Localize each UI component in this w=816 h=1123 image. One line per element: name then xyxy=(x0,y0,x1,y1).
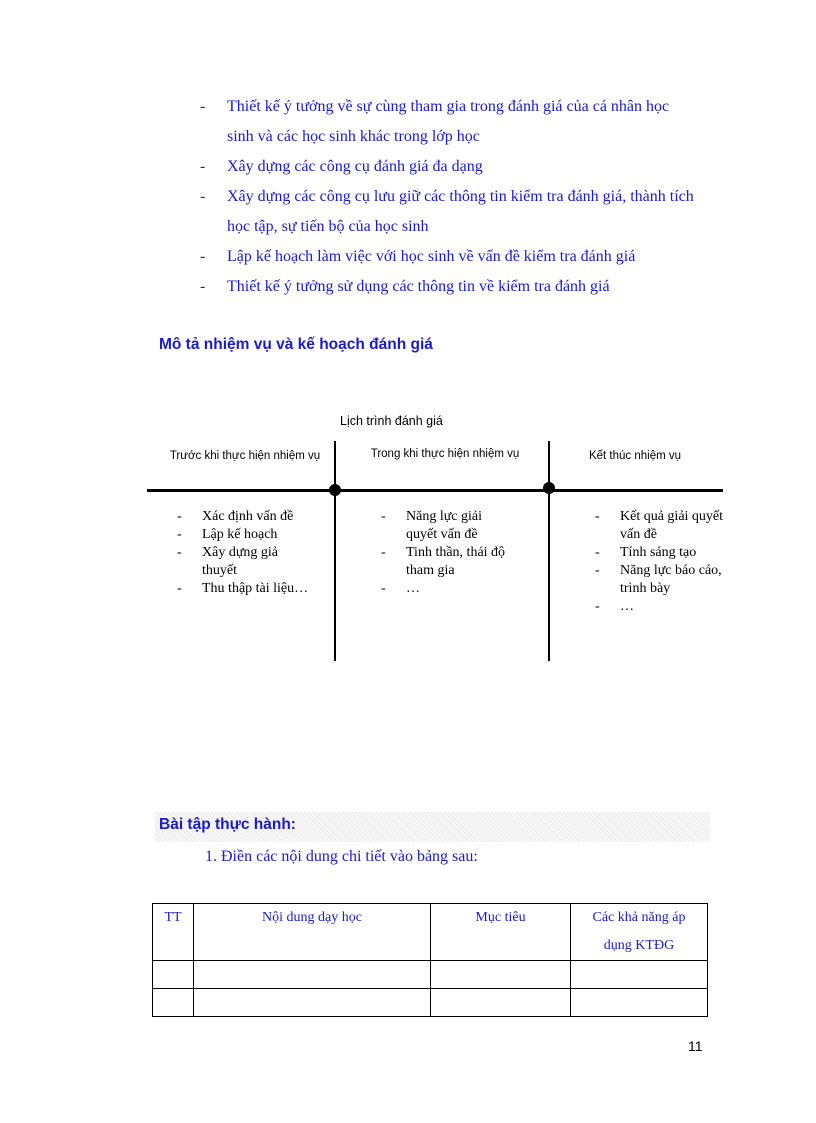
bullet-text-cont: sinh và các học sinh khác trong lớp học xyxy=(227,128,480,145)
timeline-list-item: - Kết quả giải quyết vấn đề xyxy=(595,509,724,542)
list-dash: - xyxy=(381,545,386,560)
list-dash: - xyxy=(177,509,182,524)
bullet-item xyxy=(200,152,740,182)
table-cell xyxy=(194,961,431,989)
phase-end: Kết thúc nhiệm vụ xyxy=(588,450,682,462)
table-row xyxy=(153,989,708,1017)
list-dash: - xyxy=(595,599,600,614)
bullet-text: Lập kế hoạch làm việc với học sinh về vấn đề kiểm tra đánh giá xyxy=(227,248,636,265)
timeline-list-item: - Lập kế hoạch xyxy=(177,527,278,542)
list-dash: - xyxy=(595,545,600,560)
timeline-milestone-dot xyxy=(543,482,555,494)
header-content: Nội dung dạy học xyxy=(194,904,431,961)
timeline-axis xyxy=(147,489,723,492)
header-tt: TT xyxy=(153,904,194,961)
page-number: 11 xyxy=(688,1038,703,1054)
worksheet-table xyxy=(152,903,708,1017)
table-cell xyxy=(571,961,708,989)
timeline-title: Lịch trình đánh giá xyxy=(340,414,443,428)
bullet-item xyxy=(200,242,740,272)
bullet-item xyxy=(200,92,740,152)
section-heading-task-plan: Mô tả nhiệm vụ và kế hoạch đánh giá xyxy=(159,336,433,353)
table-row xyxy=(153,961,708,989)
timeline-list-item: - Tính sáng tạo xyxy=(595,545,697,560)
table-cell xyxy=(153,961,194,989)
instruction-text: 1. Điền các nội dung chi tiết vào bảng sau: xyxy=(205,848,478,865)
bullet-dash: - xyxy=(200,188,206,205)
timeline-list-item: - Xác định vấn đề xyxy=(177,509,294,524)
table-cell xyxy=(194,989,431,1017)
timeline-list-item: - Năng lực báo cáo, trình bày xyxy=(595,563,722,596)
list-dash: - xyxy=(177,581,182,596)
bullet-dash: - xyxy=(200,278,206,295)
timeline-divider-2 xyxy=(548,441,550,661)
table-header-row xyxy=(153,904,708,961)
timeline-list-item: - … xyxy=(595,599,634,614)
phase-before: Trước khi thực hiện nhiệm vụ xyxy=(169,450,321,462)
timeline-column-before xyxy=(177,508,327,598)
table-cell xyxy=(571,989,708,1017)
timeline-list-item: - Thu thập tài liệu… xyxy=(177,581,309,596)
bullet-dash: - xyxy=(200,248,206,265)
list-dash: - xyxy=(595,509,600,524)
table-cell xyxy=(431,989,571,1017)
bullet-text: Thiết kế ý tưởng về sự cùng tham gia trong đánh giá của cá nhân học xyxy=(227,98,670,115)
bullet-text: Xây dựng các công cụ lưu giữ các thông tin kiểm tra đánh giá, thành tích xyxy=(227,188,694,205)
timeline-list-item: - Năng lực giải quyết vấn đề xyxy=(381,509,483,542)
section-heading-practice: Bài tập thực hành: xyxy=(155,812,710,842)
timeline-list-item: - … xyxy=(381,581,420,596)
list-dash: - xyxy=(381,509,386,524)
list-dash: - xyxy=(177,545,182,560)
timeline-column-during xyxy=(381,508,541,598)
header-ktdg: Các khả năng áp dụng KTĐG xyxy=(571,904,708,961)
bullet-text: Thiết kế ý tưởng sử dụng các thông tin về kiểm tra đánh giá xyxy=(227,278,610,295)
list-dash: - xyxy=(381,581,386,596)
list-dash: - xyxy=(177,527,182,542)
timeline-divider-1 xyxy=(334,441,336,661)
table-body xyxy=(153,961,708,1017)
phase-during: Trong khi thực hiện nhiệm vụ xyxy=(370,448,520,460)
table-cell xyxy=(153,989,194,1017)
bullet-item xyxy=(200,272,740,302)
bullet-text-cont: học tập, sự tiến bộ của học sinh xyxy=(227,218,429,235)
bullet-dash: - xyxy=(200,98,206,115)
timeline-list-item: - Xây dựng giả thuyết xyxy=(177,545,279,578)
bullet-text: Xây dựng các công cụ đánh giá đa dạng xyxy=(227,158,483,175)
header-objective: Mục tiêu xyxy=(431,904,571,961)
timeline-milestone-dot xyxy=(329,484,341,496)
bullet-list xyxy=(200,92,740,302)
table-cell xyxy=(431,961,571,989)
bullet-dash: - xyxy=(200,158,206,175)
bullet-item xyxy=(200,182,740,242)
timeline-list-item: - Tinh thần, thái độ tham gia xyxy=(381,545,506,578)
timeline-column-end xyxy=(595,508,745,616)
list-dash: - xyxy=(595,563,600,578)
